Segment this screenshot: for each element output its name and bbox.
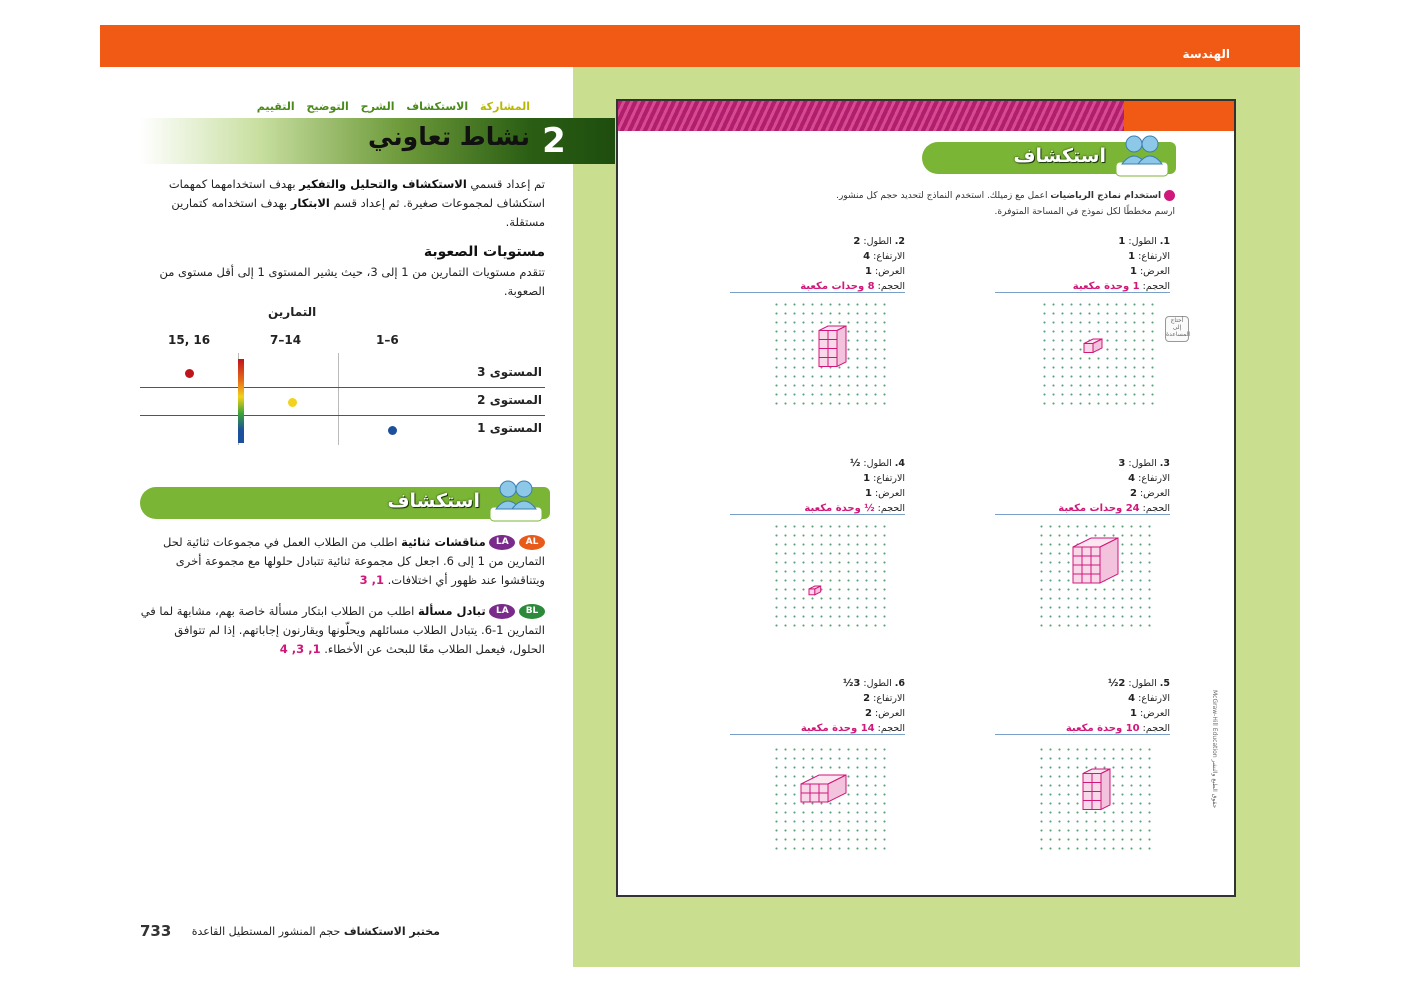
field-label: الطول: xyxy=(863,236,892,247)
cube-face xyxy=(801,793,810,802)
problem-field xyxy=(730,281,905,296)
problem-field xyxy=(995,723,1170,738)
field-value: 1 xyxy=(864,266,872,277)
field-value: 4 xyxy=(1128,473,1136,484)
problem-4 xyxy=(730,458,905,518)
field-label: العرض: xyxy=(1139,708,1170,719)
field-label: الارتفاع: xyxy=(1138,251,1170,262)
cube-face xyxy=(1082,556,1091,565)
badge-al: AL xyxy=(519,535,545,550)
header-bar xyxy=(100,25,1300,67)
page-number: 733 xyxy=(140,922,172,940)
chart-divider xyxy=(338,353,339,445)
cube-face xyxy=(1083,792,1092,801)
tick-label-15-16: 15, 16 xyxy=(168,333,211,347)
problem-field xyxy=(730,708,905,723)
problem-number: 6. xyxy=(894,678,905,689)
difficulty-text: تتقدم مستويات التمارين من 1 إلى 3، حيث يشير المستوى 1 إلى أقل مستوى من الصعوبة. xyxy=(159,265,545,298)
problem-field xyxy=(995,488,1170,503)
step-evaluate[interactable]: التقييم xyxy=(256,100,295,113)
field-value: 1 وحدة مكعبة xyxy=(1072,281,1140,292)
cube-side xyxy=(1101,769,1110,810)
cube-side xyxy=(837,326,846,367)
cube-face xyxy=(819,358,828,367)
problem-field xyxy=(730,473,905,488)
copyright-text: McGraw-Hill Education حقوق الطبع والنشر xyxy=(1211,690,1218,809)
cube-face xyxy=(1082,574,1091,583)
badge-la: LA xyxy=(489,535,515,550)
problem-3 xyxy=(995,458,1170,518)
cube-face xyxy=(828,358,837,367)
cube-face xyxy=(828,349,837,358)
level-1-label: المستوى 1 xyxy=(477,421,542,435)
field-label: الارتفاع: xyxy=(873,251,905,262)
problem-field xyxy=(730,236,905,251)
help-icon[interactable]: أحتاج إلى المساعدة xyxy=(1165,316,1189,342)
problem-field xyxy=(730,723,905,738)
problem-field xyxy=(730,251,905,266)
field-value: 10 وحدة مكعبة xyxy=(1065,723,1140,734)
field-label: الارتفاع: xyxy=(1138,693,1170,704)
cube-face xyxy=(828,331,837,340)
field-label: الحجم: xyxy=(1142,723,1170,734)
field-label: الطول: xyxy=(1128,458,1157,469)
problem-1 xyxy=(995,236,1170,296)
problem-field xyxy=(995,503,1170,518)
step-explain[interactable]: الشرح xyxy=(360,100,395,113)
cube-face xyxy=(1073,547,1082,556)
problem-number: 5. xyxy=(1159,678,1170,689)
field-label: الحجم: xyxy=(1142,503,1170,514)
cube-face xyxy=(1091,574,1100,583)
step-elaborate[interactable]: التوضيح xyxy=(306,100,349,113)
cube-face xyxy=(819,793,828,802)
chart-point xyxy=(388,426,397,435)
badge-bl: BL xyxy=(519,604,545,619)
cube-face xyxy=(1083,801,1092,810)
people-icon xyxy=(1114,132,1170,176)
problem-field xyxy=(730,266,905,281)
field-value: 4 xyxy=(1128,693,1136,704)
problem-2 xyxy=(730,236,905,296)
problem-number: 4. xyxy=(894,458,905,469)
chart-rule xyxy=(140,387,545,388)
field-label: العرض: xyxy=(874,266,905,277)
cube-face xyxy=(1091,565,1100,574)
level-3-label: المستوى 3 xyxy=(477,365,542,379)
cube-face xyxy=(810,793,819,802)
level-2-label: المستوى 2 xyxy=(477,393,542,407)
cube-face xyxy=(1091,547,1100,556)
problem-field xyxy=(730,458,905,473)
badge-la: LA xyxy=(489,604,515,619)
chart-rule xyxy=(140,415,545,416)
field-value: 1 xyxy=(1129,266,1137,277)
chart-point xyxy=(185,369,194,378)
problem-number: 1. xyxy=(1159,236,1170,247)
cube-face xyxy=(828,340,837,349)
exercise-refs: 1, 3 xyxy=(359,573,384,587)
isometric-dot-grid xyxy=(772,522,887,627)
field-value: 1 xyxy=(863,473,871,484)
cube-face xyxy=(1082,565,1091,574)
cube-model xyxy=(1072,537,1121,600)
explore-tab-teacher xyxy=(140,487,550,519)
exercise-refs: 1, 3, 4 xyxy=(279,642,321,656)
field-label: الحجم: xyxy=(877,281,905,292)
field-label: الارتفاع: xyxy=(873,693,905,704)
progress-bar xyxy=(238,359,244,443)
field-label: الحجم: xyxy=(877,723,905,734)
problem-field xyxy=(730,693,905,708)
section-title: الهندسة xyxy=(1182,47,1230,61)
field-label: الحجم: xyxy=(1142,281,1170,292)
field-value: 2 xyxy=(853,236,861,247)
field-value: ½ وحدة مكعبة xyxy=(804,503,875,514)
cube-face xyxy=(1083,783,1092,792)
field-label: الحجم: xyxy=(877,503,905,514)
tick-label-1-6: 1–6 xyxy=(376,333,399,347)
cube-face xyxy=(810,784,819,793)
cube-face xyxy=(1083,774,1092,783)
cube-face xyxy=(1092,783,1101,792)
cube-face xyxy=(1084,344,1093,353)
problem-number: 2. xyxy=(894,236,905,247)
explore-tab-student xyxy=(922,142,1176,174)
cube-face xyxy=(809,589,815,595)
cube-face xyxy=(819,784,828,793)
field-value: 24 وحدات مكعبة xyxy=(1058,503,1140,514)
difficulty-chart xyxy=(140,305,545,450)
field-label: الارتفاع: xyxy=(1138,473,1170,484)
cube-model xyxy=(1082,768,1113,822)
problem-field xyxy=(995,251,1170,266)
lesson-steps xyxy=(256,100,530,113)
cube-face xyxy=(819,349,828,358)
cube-face xyxy=(1092,792,1101,801)
problem-field xyxy=(995,266,1170,281)
field-value: 2 xyxy=(863,693,871,704)
cube-face xyxy=(819,340,828,349)
chart-point xyxy=(288,398,297,407)
field-label: العرض: xyxy=(874,488,905,499)
field-value: 8 وحدات مكعبة xyxy=(800,281,875,292)
field-value: 2 xyxy=(1129,488,1137,499)
people-icon xyxy=(488,477,544,521)
cube-model xyxy=(818,325,849,379)
step-explore[interactable]: الاستكشاف xyxy=(406,100,469,113)
lesson-title: نشاط تعاوني xyxy=(368,122,530,151)
field-value: 14 وحدة مكعبة xyxy=(800,723,875,734)
problem-field xyxy=(995,473,1170,488)
field-value: 1 xyxy=(1128,251,1136,262)
intro-paragraph: تم إعداد قسمي الاستكشاف والتحليل والتفكير بهدف استخدامهما كمهمات استكشاف لمجموعات صغيرة. ثم إعداد قسم الابتكار بهدف استخدامه كتمارين مستقلة. xyxy=(168,177,545,229)
cube-face xyxy=(1092,774,1101,783)
field-value: 1 xyxy=(1129,708,1137,719)
problem-5 xyxy=(995,678,1170,738)
student-intro-line2: ارسم مخططًا لكل نموذج في المساحة المتوفرة. xyxy=(994,207,1175,217)
cube-face xyxy=(1091,556,1100,565)
step-engage[interactable]: المشاركة xyxy=(480,100,530,113)
student-intro: استخدام نماذج الرياضيات اعمل مع زميلك. استخدم النماذج لتحديد حجم كل منشور. xyxy=(700,190,1175,201)
field-label: الارتفاع: xyxy=(873,473,905,484)
difficulty-heading: مستويات الصعوبة xyxy=(423,244,545,260)
cube-model xyxy=(1083,338,1105,360)
field-value: 2 xyxy=(864,708,872,719)
explore-title: استكشاف xyxy=(1013,145,1106,167)
chart-title: التمارين xyxy=(268,305,317,319)
problem-field xyxy=(995,281,1170,296)
cube-face xyxy=(1073,565,1082,574)
cube-face xyxy=(1092,801,1101,810)
cube-face xyxy=(819,331,828,340)
problem-field xyxy=(730,678,905,693)
problem-field xyxy=(730,488,905,503)
problem-field xyxy=(995,236,1170,251)
problem-field xyxy=(995,458,1170,473)
field-value: ½ xyxy=(850,458,861,469)
field-label: العرض: xyxy=(1139,488,1170,499)
activity-exchange: BL LA تبادل مسألة اطلب من الطلاب ابتكار مسألة خاصة بهم، مشابهة لما في التمارين 1-6. يتبادل الطلاب مسائلهم ويحلّونها ويقارنون إجاباتهم. إذا لم تتوافق الحلول، فيعمل الطلاب معًا للبحث عن الأخطاء. 1, 3, 4 xyxy=(140,604,545,656)
cube-face xyxy=(1073,574,1082,583)
field-label: العرض: xyxy=(874,708,905,719)
page-footer: مختبر الاستكشاف حجم المنشور المستطيل القاعدة xyxy=(191,925,440,938)
field-label: الطول: xyxy=(863,458,892,469)
cube-model xyxy=(800,774,849,819)
field-label: العرض: xyxy=(1139,266,1170,277)
field-value: 1 xyxy=(864,488,872,499)
field-label: الطول: xyxy=(1128,236,1157,247)
cube-model xyxy=(808,585,824,601)
field-value: 3 xyxy=(1118,458,1126,469)
practice-icon xyxy=(1164,190,1175,201)
decorative-stripe xyxy=(618,101,1234,131)
problem-number: 3. xyxy=(1159,458,1170,469)
field-label: الطول: xyxy=(863,678,892,689)
lesson-number: 2 xyxy=(542,121,566,161)
field-value: 1 xyxy=(1118,236,1126,247)
tick-label-7-14: 7–14 xyxy=(270,333,302,347)
cube-face xyxy=(801,784,810,793)
cube-face xyxy=(1073,556,1082,565)
problem-field xyxy=(995,678,1170,693)
problem-field xyxy=(995,708,1170,723)
field-label: الطول: xyxy=(1128,678,1157,689)
field-value: 4 xyxy=(863,251,871,262)
field-value: 3½ xyxy=(843,678,861,689)
problem-field xyxy=(995,693,1170,708)
explore-title: استكشاف xyxy=(387,490,480,512)
problem-field xyxy=(730,503,905,518)
cube-face xyxy=(1082,547,1091,556)
problem-6 xyxy=(730,678,905,738)
activity-pairs: AL LA مناقشات ثنائية اطلب من الطلاب العمل في مجموعات ثنائية لحل التمارين من 1 إلى 6. اجعل كل مجموعة ثنائية تتبادل حلولها مع مجموعة أخرى ويتناقشوا عند ظهور أي اختلافات. 1, 3 xyxy=(162,535,545,587)
field-value: 2½ xyxy=(1108,678,1126,689)
